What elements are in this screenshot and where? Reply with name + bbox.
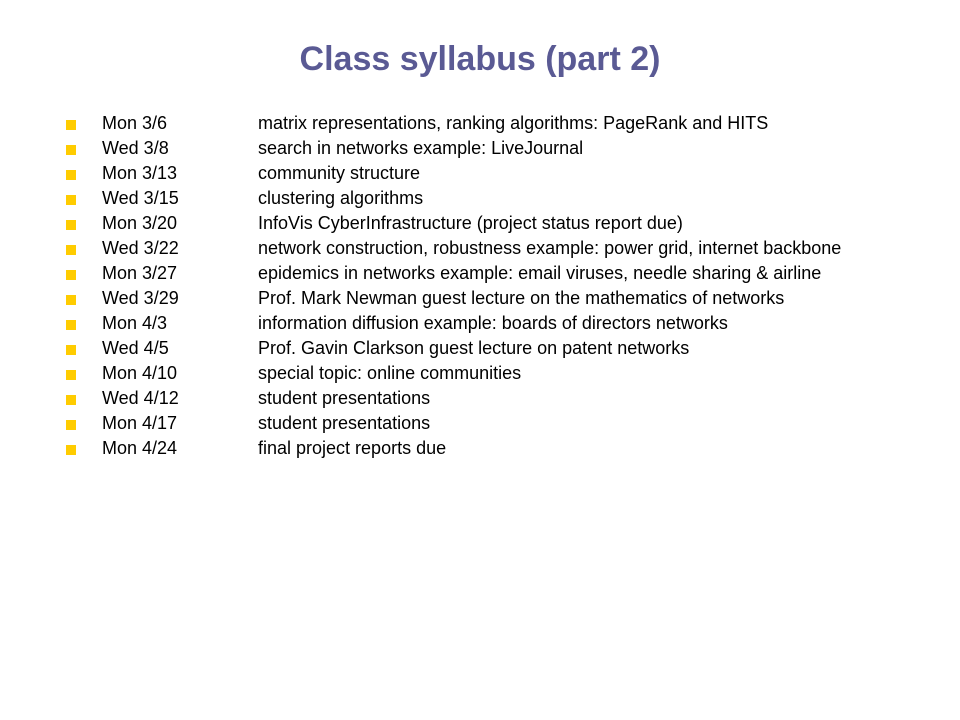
square-bullet-icon (66, 295, 76, 305)
row-topic: network construction, robustness example: power grid, internet backbone (258, 238, 842, 258)
square-bullet-icon (66, 145, 76, 155)
syllabus-row (66, 314, 906, 333)
row-date: Wed 3/8 (102, 138, 169, 158)
square-bullet-icon (66, 170, 76, 180)
square-bullet-icon (66, 370, 76, 380)
syllabus-row (66, 364, 906, 383)
syllabus-row (66, 189, 906, 208)
row-date: Wed 3/29 (102, 288, 179, 308)
row-topic: information diffusion example: boards of directors networks (258, 313, 728, 333)
syllabus-row (66, 289, 906, 308)
syllabus-row (66, 214, 906, 233)
slide-title: Class syllabus (part 2) (299, 40, 661, 78)
square-bullet-icon (66, 220, 76, 230)
row-topic: student presentations (258, 388, 431, 408)
row-topic: final project reports due (258, 438, 447, 458)
row-date: Mon 3/13 (102, 163, 178, 183)
row-date: Mon 3/20 (102, 213, 178, 233)
row-topic: InfoVis CyberInfrastructure (project status report due) (258, 213, 683, 233)
row-date: Wed 4/12 (102, 388, 179, 408)
square-bullet-icon (66, 120, 76, 130)
syllabus-row (66, 439, 906, 458)
row-topic: Prof. Mark Newman guest lecture on the mathematics of networks (258, 288, 785, 308)
row-topic: search in networks example: LiveJournal (258, 138, 584, 158)
row-topic: student presentations (258, 413, 431, 433)
square-bullet-icon (66, 245, 76, 255)
row-date: Mon 4/10 (102, 363, 178, 383)
row-date: Wed 4/5 (102, 338, 169, 358)
row-date: Mon 3/6 (102, 113, 168, 133)
syllabus-row (66, 114, 906, 133)
row-topic: special topic: online communities (258, 363, 522, 383)
syllabus-row (66, 139, 906, 158)
row-date: Wed 3/22 (102, 238, 179, 258)
syllabus-row (66, 414, 906, 433)
syllabus-row (66, 264, 906, 283)
syllabus-row (66, 389, 906, 408)
row-topic: matrix representations, ranking algorithms: PageRank and HITS (258, 113, 769, 133)
row-date: Mon 4/24 (102, 438, 178, 458)
syllabus-row (66, 239, 906, 258)
syllabus-list (66, 114, 906, 464)
row-topic: epidemics in networks example: email viruses, needle sharing & airline (258, 263, 822, 283)
square-bullet-icon (66, 345, 76, 355)
row-date: Wed 3/15 (102, 188, 179, 208)
row-date: Mon 4/3 (102, 313, 168, 333)
square-bullet-icon (66, 445, 76, 455)
square-bullet-icon (66, 270, 76, 280)
row-topic: clustering algorithms (258, 188, 424, 208)
syllabus-row (66, 164, 906, 183)
row-date: Mon 3/27 (102, 263, 178, 283)
row-topic: Prof. Gavin Clarkson guest lecture on patent networks (258, 338, 690, 358)
square-bullet-icon (66, 395, 76, 405)
syllabus-row (66, 339, 906, 358)
square-bullet-icon (66, 320, 76, 330)
row-topic: community structure (258, 163, 421, 183)
square-bullet-icon (66, 420, 76, 430)
square-bullet-icon (66, 195, 76, 205)
row-date: Mon 4/17 (102, 413, 178, 433)
